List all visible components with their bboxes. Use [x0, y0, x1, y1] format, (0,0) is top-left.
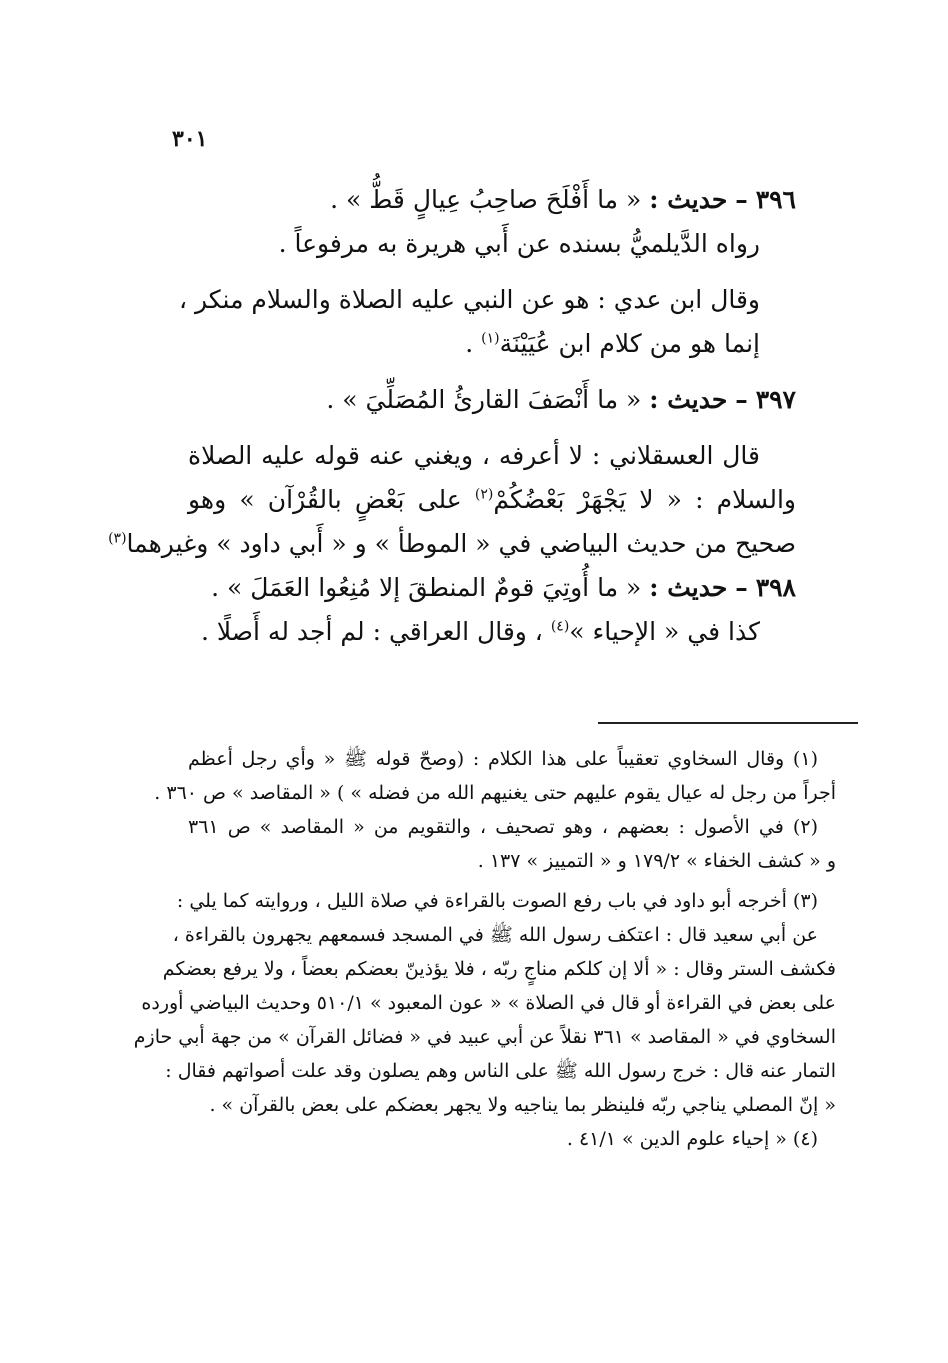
commentary-line: وقال ابن عدي : هو عن النبي عليه الصلاة والسلام منكر ،	[178, 285, 760, 314]
commentary-line: رواه الدَّيلميُّ بسنده عن أَبي هريرة به مرفوعاً .	[278, 229, 760, 258]
commentary-line: والسلام : « لا يَجْهَرْ بَعْضُكُمْ$^{(٢)}$ على بَعْضٍ بالقُرْآن » وهو	[188, 485, 796, 514]
hadith-label: حديث :	[649, 573, 728, 602]
hadith-label: حديث :	[649, 185, 728, 214]
hadith-number: ٣٩٨	[755, 573, 796, 602]
hadith-heading: ٣٩٨ – حديث : « ما أُوتِيَ قومٌ المنطقَ إلا مُنِعُوا العَمَلَ » .	[211, 573, 796, 602]
footnote-ref[interactable]: (٢)	[474, 486, 494, 503]
commentary-line: صحيح من حديث البياضي في « الموطأ » و « أَبي داود » وغيرهما$^{(٣)}$	[108, 529, 796, 558]
footnote-line: (٣) أخرجه أبو داود في باب رفع الصوت بالقراءة في صلاة الليل ، وروايته كما يلي :	[176, 890, 818, 912]
footnote-line: فكشف الستر وقال : « ألا إن كلكم مناجٍ ربّه ، فلا يؤذينّ بعضكم بعضاً ، ولا يرفع بعضكم	[162, 958, 836, 980]
footnote-line: (١) وقال السخاوي تعقيباً على هذا الكلام : (وصحّ قوله ﷺ « وأي رجل أعظم	[188, 748, 818, 770]
hadith-number: ٣٩٧	[755, 385, 796, 414]
commentary-line: كذا في « الإحياء »$^{(٤)}$ ، وقال العراقي : لم أجد له أَصلًا .	[201, 617, 760, 646]
hadith-text: « ما أُوتِيَ قومٌ المنطقَ إلا مُنِعُوا العَمَلَ » .	[211, 573, 642, 602]
hadith-heading: ٣٩٧ – حديث : « ما أَنْصَفَ القارئُ المُصَلِّيَ » .	[326, 385, 796, 414]
hadith-label: حديث :	[649, 385, 728, 414]
footnote-ref[interactable]: (١)	[481, 330, 500, 347]
page-number: ٣٠١	[172, 126, 208, 152]
footnote-line: (٢) في الأصول : بعضهم ، وهو تصحيف ، والتقويم من « المقاصد » ص ٣٦١	[188, 816, 818, 838]
hadith-text: « ما أَنْصَفَ القارئُ المُصَلِّيَ » .	[326, 385, 642, 414]
hadith-heading: ٣٩٦ – حديث : « ما أَفْلَحَ صاحِبُ عِيالٍ قَطُّ » .	[330, 185, 796, 214]
footnote-divider	[598, 722, 858, 724]
commentary-line: قال العسقلاني : لا أعرفه ، ويغني عنه قوله عليه الصلاة	[188, 441, 760, 470]
main-text	[108, 178, 796, 654]
hadith-number: ٣٩٦	[755, 185, 796, 214]
footnote-line: التمار عنه قال : خرج رسول الله ﷺ على الناس وهم يصلون وقد علت أصواتهم فقال :	[165, 1060, 836, 1082]
footnote-line: (٤) « إحياء علوم الدين » ٤١/١ .	[566, 1128, 818, 1150]
footnote-line: « إنّ المصلي يناجي ربّه فلينظر بما يناجيه ولا يجهر بعضكم على بعض بالقرآن » .	[209, 1094, 836, 1116]
footnote-ref[interactable]: (٣)	[108, 530, 127, 547]
commentary-line: إنما هو من كلام ابن عُيَيْنَة$^{(١)}$ .	[465, 329, 760, 358]
footnotes	[133, 742, 836, 1156]
footnote-line: و « كشف الخفاء » ١٧٩/٢ و « التمييز » ١٣٧ .	[477, 850, 836, 872]
footnote-line: السخاوي في « المقاصد » ٣٦١ نقلاً عن أبي عبيد في « فضائل القرآن » من جهة أبي حازم	[133, 1026, 836, 1048]
footnote-line: عن أبي سعيد قال : اعتكف رسول الله ﷺ في المسجد فسمعهم يجهرون بالقراءة ،	[172, 924, 818, 946]
footnote-line: على بعض في القراءة أو قال في الصلاة » « عون المعبود » ٥١٠/١ وحديث البياضي أورده	[141, 992, 836, 1014]
hadith-text: « ما أَفْلَحَ صاحِبُ عِيالٍ قَطُّ » .	[330, 185, 642, 214]
footnote-ref[interactable]: (٤)	[550, 618, 570, 635]
footnote-line: أجراً من رجل له عيال يقوم عليهم حتى يغنيهم الله من فضله » ) « المقاصد » ص ٣٦٠ .	[154, 782, 836, 804]
